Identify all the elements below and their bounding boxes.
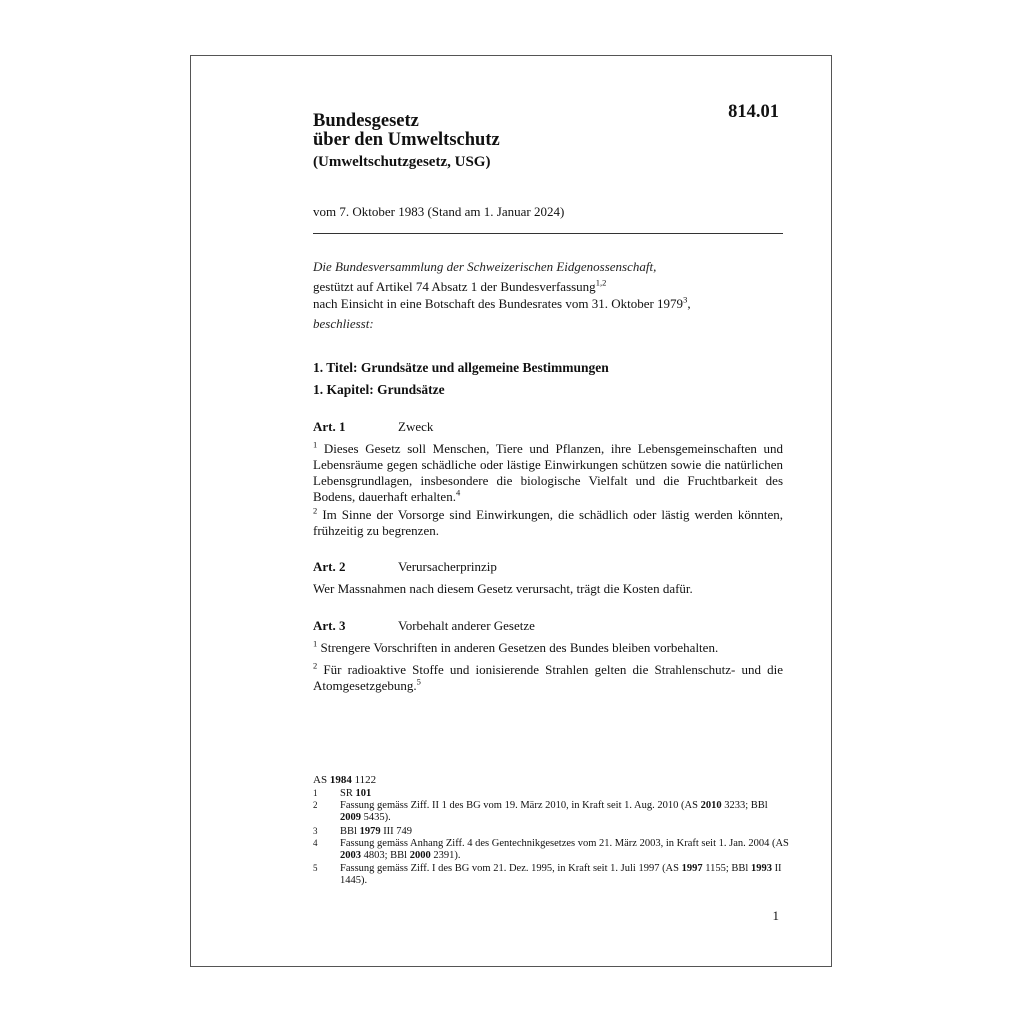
preamble-basis: gestützt auf Artikel 74 Absatz 1 der Bundesverfassung$^{1,2}$ xyxy=(313,277,607,294)
preamble-message: nach Einsicht in eine Botschaft des Bundesrates vom 31. Oktober 1979$^3$, xyxy=(313,294,691,311)
law-short-title: (Umweltschutzgesetz, USG) xyxy=(313,154,491,170)
footnote-3: 3 BBl 1979 III 749 xyxy=(313,826,413,837)
footnote-ref[interactable]: 3 xyxy=(683,294,688,305)
article-3-paragraph-2: $^2$ Für radioaktive Stoffe und ionisierende Strahlen gelten die Strahlenschutz- und die Atomgesetzgebung.$^5$ xyxy=(313,660,783,693)
preamble-assembly: Die Bundesversammlung der Schweizerischen Eidgenossenschaft, xyxy=(313,259,657,274)
article-2-paragraph: Wer Massnahmen nach diesem Gesetz verursacht, trägt die Kosten dafür. xyxy=(313,581,693,596)
footnote-ref[interactable]: 5 xyxy=(416,676,421,687)
title-line-1: Bundesgesetz xyxy=(313,111,419,131)
title-line-2: über den Umweltschutz xyxy=(313,130,500,150)
article-number: Art. 3 xyxy=(313,618,346,633)
article-title: Vorbehalt anderer Gesetze xyxy=(398,618,535,633)
footnote-5: 5 Fassung gemäss Ziff. I des BG vom 21. Dez. 1995, in Kraft seit 1. Juli 1997 (AS 1997 1155; BBl 1993 II 1445). xyxy=(313,863,782,886)
footnote-4: 4 Fassung gemäss Anhang Ziff. 4 des Gentechnikgesetzes vom 21. März 2003, in Kraft seit 1. Jan. 2004 (AS 2003 4803; BBl 2000 2391). xyxy=(313,838,789,861)
article-2-heading xyxy=(313,559,783,575)
law-title xyxy=(313,112,500,150)
page-number: 1 xyxy=(772,908,779,923)
document-page xyxy=(190,55,832,967)
article-1-paragraph-1: $^1$ Dieses Gesetz soll Menschen, Tiere und Pflanzen, ihre Lebensgemeinschaften und Lebensräume gegen schädliche oder lästige Einwirkungen schützen sowie die natürlichen Lebensgrundlagen, insbesondere die biologische Vielfalt und die Fruchtbarkeit des Bodens, dauerhaft erhalten.$^4$ xyxy=(313,439,784,504)
article-number: Art. 2 xyxy=(313,559,346,574)
article-3-heading xyxy=(313,618,783,634)
footnote-1: 1 SR 101 xyxy=(313,788,372,799)
article-title: Zweck xyxy=(398,419,434,434)
footnote-2: 2 Fassung gemäss Ziff. II 1 des BG vom 19. März 2010, in Kraft seit 1. Aug. 2010 (AS 2010 3233; BBl 2009 5435). xyxy=(313,800,768,823)
footnote-ref[interactable]: 4 xyxy=(455,487,461,498)
article-number: Art. 1 xyxy=(313,419,346,434)
article-3-paragraph-1: $^1$ Strengere Vorschriften in anderen Gesetzen des Bundes bleiben vorbehalten. xyxy=(313,638,719,655)
article-title: Verursacherprinzip xyxy=(398,559,497,574)
title-heading: 1. Titel: Grundsätze und allgemeine Bestimmungen xyxy=(313,360,609,375)
sr-number: 814.01 xyxy=(728,102,779,122)
law-date: vom 7. Oktober 1983 (Stand am 1. Januar 2024) xyxy=(313,204,565,219)
official-compilation-ref: AS 1984 1122 xyxy=(313,774,377,786)
article-1-paragraph-2: $^2$ Im Sinne der Vorsorge sind Einwirkungen, die schädlich oder lästig werden könnten, frühzeitig zu begrenzen. xyxy=(313,505,783,538)
header-divider xyxy=(313,233,783,234)
preamble-resolves: beschliesst: xyxy=(313,316,374,331)
article-1-heading xyxy=(313,419,783,435)
preamble xyxy=(313,258,793,335)
footnote-ref[interactable]: 1,2 xyxy=(595,277,607,288)
chapter-heading: 1. Kapitel: Grundsätze xyxy=(313,382,445,397)
